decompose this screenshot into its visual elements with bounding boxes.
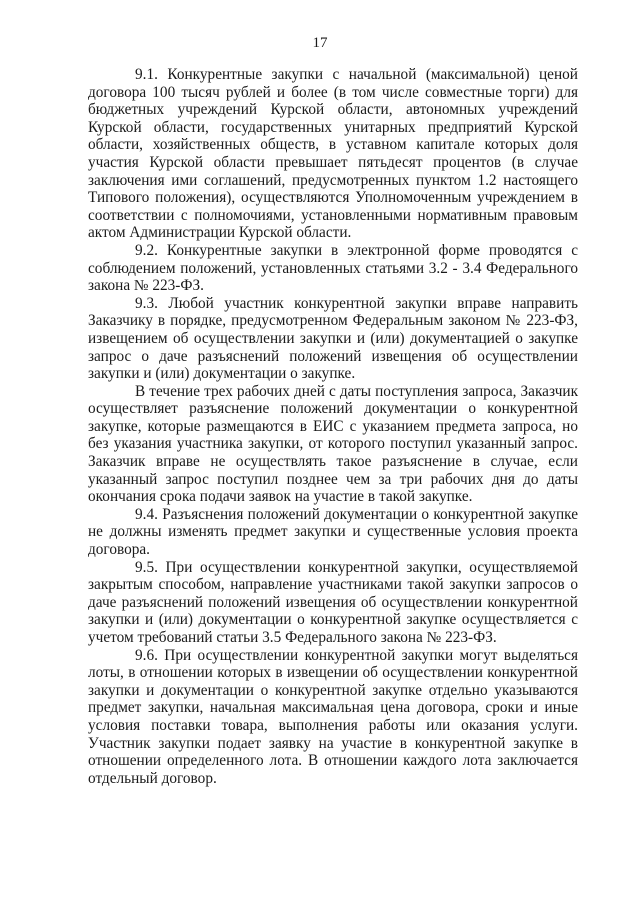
paragraph-9-3: 9.3. Любой участник конкурентной закупки вправе направить Заказчику в порядке, предусмотренном Федеральным законом № 223-ФЗ, извещением об осуществлении закупки и (или) документацией о закупке запрос о даче разъяснений положений извещения об осуществлении закупки и (или) документации о закупке. — [88, 294, 578, 383]
paragraph-9-1: 9.1. Конкурентные закупки с начальной (максимальной) ценой договора 100 тысяч рублей и более (в том числе совместные торги) для бюджетных учреждений Курской области, автономных учреждений Курской области, государственных унитарных предприятий Курской области, хозяйственных обществ, в уставном капитале которых доля участия Курской области превышает пятьдесят процентов (в случае заключения ими соглашений, предусмотренных пунктом 1.2 настоящего Типового положения), осуществляются Уполномоченным учреждением в соответствии с полномочиями, установленными нормативным правовым актом Администрации Курской области. — [88, 66, 578, 242]
document-body — [88, 66, 578, 787]
paragraph-9-4: 9.4. Разъяснения положений документации о конкурентной закупке не должны изменять предмет закупки и существенные условия проекта договора. — [88, 505, 578, 559]
paragraph-9-6: 9.6. При осуществлении конкурентной закупки могут выделяться лоты, в отношении которых в извещении об осуществлении конкурентной закупки и документации о конкурентной закупке отдельно указываются предмет закупки, начальная максимальная цена договора, сроки и иные условия поставки товара, выполнения работы или оказания услуги. Участник закупки подает заявку на участие в конкурентной закупке в отношении определенного лота. В отношении каждого лота заключается отдельный договор. — [88, 646, 578, 787]
page-number: 17 — [312, 35, 328, 51]
paragraph-9-2: 9.2. Конкурентные закупки в электронной форме проводятся с соблюдением положений, установленных статьями 3.2 - 3.4 Федерального закона № 223-ФЗ. — [88, 241, 578, 295]
paragraph-9-3-continued: В течение трех рабочих дней с даты поступления запроса, Заказчик осуществляет разъяснение положений документации о конкурентной закупке, которые размещаются в ЕИС с указанием предмета запроса, но без указания участника закупки, от которого поступил указанный запрос. Заказчик вправе не осуществлять такое разъяснение в случае, если указанный запрос поступил позднее чем за три рабочих дня до даты окончания срока подачи заявок на участие в такой закупке. — [88, 382, 578, 506]
paragraph-9-5: 9.5. При осуществлении конкурентной закупки, осуществляемой закрытым способом, направление участниками такой закупки запросов о даче разъяснений положений извещения об осуществлении конкурентной закупки и (или) документации о конкурентной закупке осуществляется с учетом требований статьи 3.5 Федерального закона № 223-ФЗ. — [88, 558, 578, 646]
